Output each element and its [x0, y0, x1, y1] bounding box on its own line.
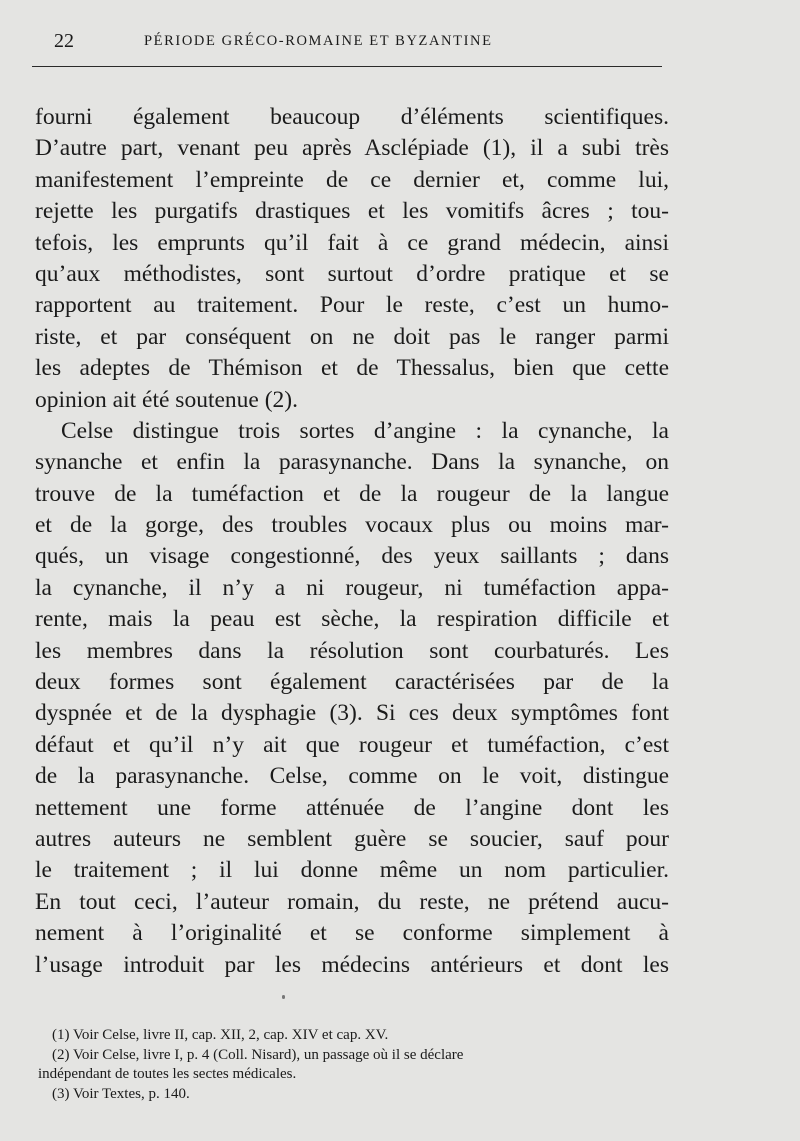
text-line: rapportent au traitement. Pour le reste, c’est un humo- [35, 292, 669, 319]
text-line: fourni également beaucoup d’éléments scientifiques. [35, 104, 669, 130]
text-line: autres auteurs ne semblent guère se soucier, sauf pour [35, 825, 669, 852]
body-text [35, 102, 669, 981]
footnotes [38, 1026, 672, 1104]
text-line: rente, mais la peau est sèche, la respiration difficile et [35, 606, 669, 633]
text-line: manifestement l’empreinte de ce dernier et, comme lui, [35, 166, 669, 193]
text-line: défaut et qu’il n’y ait que rougeur et tuméfaction, c’est [35, 731, 669, 758]
text-line: D’autre part, venant peu après Asclépiade (1), il a subi très [35, 135, 669, 162]
text-line: l’usage introduit par les médecins antérieurs et dont les [35, 951, 669, 978]
ink-speck [282, 995, 285, 999]
text-line: les membres dans la résolution sont courbaturés. Les [35, 637, 669, 664]
running-title: PÉRIODE GRÉCO-ROMAINE ET BYZANTINE [144, 33, 493, 49]
footnote-2-continued: indépendant de toutes les sectes médicales. [38, 1066, 297, 1082]
text-line: qu’aux méthodistes, sont surtout d’ordre pratique et se [35, 260, 669, 287]
footnote-1: (1) Voir Celse, livre II, cap. XII, 2, cap. XIV et cap. XV. [52, 1027, 389, 1043]
text-line: de la parasynanche. Celse, comme on le voit, distingue [35, 763, 669, 790]
header-rule [32, 66, 662, 67]
page-header [34, 30, 662, 56]
text-line: nettement une forme atténuée de l’angine dont les [35, 794, 669, 821]
text-line: qués, un visage congestionné, des yeux saillants ; dans [35, 543, 669, 570]
text-line: riste, et par conséquent on ne doit pas le ranger parmi [35, 323, 669, 350]
text-line: En tout ceci, l’auteur romain, du reste, ne prétend aucu- [35, 888, 669, 915]
text-line: rejette les purgatifs drastiques et les vomitifs âcres ; tou- [35, 198, 669, 225]
text-line: les adeptes de Thémison et de Thessalus, bien que cette [35, 355, 669, 382]
text-line: dyspnée et de la dysphagie (3). Si ces deux symptômes font [35, 700, 669, 727]
text-line: trouve de la tuméfaction et de la rougeur de la langue [35, 480, 669, 507]
text-line: deux formes sont également caractérisées par de la [35, 669, 669, 696]
text-line: la cynanche, il n’y a ni rougeur, ni tuméfaction appa- [35, 574, 669, 601]
footnote-2: (2) Voir Celse, livre I, p. 4 (Coll. Nisard), un passage où il se déclare [52, 1046, 464, 1063]
text-line: synanche et enfin la parasynanche. Dans la synanche, on [35, 449, 669, 476]
text-line: Celse distingue trois sortes d’angine : la cynanche, la [61, 417, 669, 444]
text-line: nement à l’originalité et se conforme simplement à [35, 920, 669, 947]
text-line: opinion ait été soutenue (2). [35, 386, 298, 413]
page-number: 22 [54, 30, 74, 52]
text-line: le traitement ; il lui donne même un nom particulier. [35, 857, 669, 884]
text-line: tefois, les emprunts qu’il fait à ce grand médecin, ainsi [35, 229, 669, 256]
text-line: et de la gorge, des troubles vocaux plus ou moins mar- [35, 512, 669, 539]
footnote-3: (3) Voir Textes, p. 140. [52, 1085, 190, 1102]
